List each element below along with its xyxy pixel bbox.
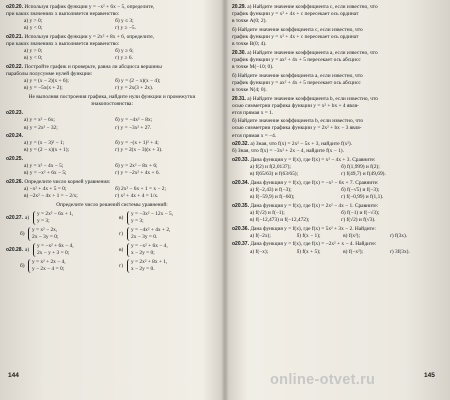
problem-text: график функции y = ax² + 4x + 5 пересекает ось абсцисс (232, 56, 361, 63)
system-problem (6, 243, 218, 273)
problem-line (232, 27, 444, 34)
problem-number: о20.24. (6, 133, 23, 140)
equation: y = −4x² + 4x + 2, (131, 227, 171, 234)
problem-number: о20.28. (6, 246, 23, 253)
system-brace (127, 243, 168, 257)
problem-number: о20.32. (232, 141, 249, 148)
problem-text: б) Найдите значение коэффициента b, если известно, что (232, 118, 364, 125)
problem-text: Дана функция y = f(x), где f(x) = −x² − 6x + 7. Сравните: (250, 179, 379, 186)
problem-text: при каких значениях x выполняется неравенство: (6, 11, 120, 18)
option: б) y ≤ 3; (115, 18, 134, 25)
problem (232, 226, 444, 240)
equation: y − 2x − 4 = 0; (32, 266, 65, 273)
options (6, 117, 218, 131)
equation: y = x² + 2x − 4, (32, 259, 66, 266)
option: в) y < 0; (24, 55, 43, 62)
option: г) y ≥ 6. (115, 55, 133, 62)
problem-text: в точке N(4; 0). (232, 86, 267, 93)
problem-text: б) Зная, что f(x) = −3x² + 2x − 4, найдите f(x − 1). (232, 148, 344, 155)
system-row (6, 211, 218, 225)
problem-number: 20.29. (232, 4, 246, 10)
system-label: г) (119, 230, 124, 237)
problem-line (232, 80, 444, 87)
problem-line (232, 110, 444, 117)
problem-number: о20.26. (6, 178, 23, 185)
option: а) y > 0; (24, 18, 43, 25)
system (119, 227, 218, 241)
problem (232, 180, 444, 201)
option: б) y = (2 − x)(x − 4); (115, 78, 161, 85)
problem-text: б) Найдите значение коэффициента a, если известно, что (232, 72, 363, 79)
problem-line (232, 103, 444, 110)
option: а) y > 0; (24, 48, 43, 55)
problem (232, 141, 444, 155)
problem-text: Используя график функции y = 2x² + 8x + 6, определите, (24, 33, 154, 40)
system-label: г) (119, 262, 124, 269)
problem-number: о20.37. (232, 241, 249, 248)
problem (232, 73, 444, 94)
system-label: в) (119, 246, 124, 253)
problem-line (6, 110, 218, 117)
equation: x − 2y = 0. (131, 266, 155, 273)
option: б) f(−1) и f(−√3); (341, 209, 380, 216)
system-brace (28, 227, 58, 241)
problem (232, 203, 444, 224)
problem-text: б) Найдите значение коэффициента c, если известно, что (232, 26, 363, 33)
problem-line (232, 57, 444, 64)
system-brace (33, 211, 73, 225)
options (6, 18, 218, 32)
problem-text: а) Найдите значение коэффициента b, если известно, что (247, 95, 378, 102)
problem-line (6, 133, 218, 140)
problem-text: ется прямая x = −4. (232, 132, 277, 139)
system-label: б) (20, 230, 25, 237)
options (6, 78, 218, 92)
problem-text: Дана функция y = f(x), где f(x) = x² − 4x + 3. Сравните: (250, 157, 376, 164)
option: г) f(49,7) и f(49,69). (341, 171, 386, 178)
system-row (6, 243, 218, 257)
problem-line (6, 4, 218, 11)
equation: y = −x² + 6x − 4, (36, 243, 74, 250)
right-page-number: 145 (424, 372, 435, 379)
equation: y = x² − 2x, (32, 227, 58, 234)
option: в) y = −5x(x + 2); (24, 85, 63, 92)
system-brace (28, 259, 66, 273)
option: в) y < 0; (24, 25, 43, 32)
problem-line (6, 11, 218, 18)
option: г) f(−0,99) и f(1,1). (341, 194, 384, 201)
right-page (232, 4, 444, 396)
option: а) f(√2) и f(−1); (250, 209, 285, 216)
problem (232, 50, 444, 71)
problem-text: параболы полусумме нулей функции: (6, 71, 93, 78)
problem (232, 96, 444, 117)
problem-text: а) Найдите значение коэффициента a, если известно, что (247, 49, 378, 56)
problem-text: в точке B(0; 4). (232, 41, 267, 48)
problem-line (6, 179, 218, 186)
problem-text: график функции y = x² + 4x + c пересекает ось ординат (232, 11, 359, 18)
option: в) y = (2 − x)(x + 1); (24, 147, 70, 154)
option: б) f(x − 1); (296, 232, 321, 239)
problem-line (232, 141, 444, 148)
problem-text: график функции y = ax² + 4x + 5 пересекает ось абсцисс (232, 79, 361, 86)
system-row (6, 259, 218, 273)
problem-line (232, 180, 444, 187)
options (6, 186, 218, 200)
problem-line (6, 156, 218, 163)
book-gutter (221, 0, 229, 400)
system-problem (6, 211, 218, 241)
problem-number: о20.23. (6, 110, 23, 117)
problem-text: осью симметрии графика функции y = x² + bx + 4 явля- (232, 102, 359, 109)
problem-number: о20.35. (232, 202, 249, 209)
system-label: а) (24, 214, 30, 221)
option: г) f(3x). (389, 232, 408, 239)
problem-line (232, 125, 444, 132)
equation: y = 3; (131, 218, 144, 225)
problem-number: о20.27. (6, 214, 23, 221)
problem (6, 4, 218, 32)
option: а) y = (x − 2)(x + 6); (24, 78, 69, 85)
system-brace (33, 243, 74, 257)
problem-line (232, 18, 444, 25)
option: в) f(−59,9) и f(−60); (250, 194, 295, 201)
system-label: в) (119, 214, 124, 221)
problem (232, 157, 444, 178)
option: б) f(−√5) и f(−3); (341, 187, 380, 193)
problem-text: в точке M(−10; 0). (232, 63, 274, 70)
problem-line (6, 64, 218, 71)
options (6, 140, 218, 154)
problem-line (232, 157, 444, 164)
system (119, 243, 218, 257)
problem-number: о20.21. (6, 33, 23, 40)
options (232, 187, 444, 201)
system-brace (127, 227, 170, 241)
option: а) f(−2,43) и f(−3); (250, 187, 292, 193)
option: в) y = 2x² − 32; (24, 124, 58, 131)
problem-text: при каких значениях x выполняется неравенство: (6, 41, 120, 48)
problem-text: Используя график функции y = −x² + 6x − 5, определите, (24, 4, 155, 10)
problem (6, 133, 218, 154)
option: б) 2x² − 6x + 1 = x − 2; (115, 186, 166, 193)
problem-line (232, 41, 444, 48)
section-heading: Определите число решений системы уравнений: (56, 202, 168, 209)
left-page-number: 144 (8, 372, 19, 379)
problem-number: о20.33. (232, 157, 249, 164)
system-row (6, 227, 218, 241)
problem-number: о20.20. (6, 4, 23, 10)
option: б) y ≥ 6; (115, 48, 134, 55)
problem-line (6, 34, 218, 41)
equation: y = −x² + 6x − 4, (131, 243, 168, 250)
option: г) y ≥ −5. (115, 25, 136, 32)
problem-text: Дана функция y = f(x), где f(x) = −2x² + x − 4. Найдите: (250, 241, 377, 248)
system (20, 227, 119, 241)
system (119, 259, 218, 273)
option: а) f(−x); (250, 248, 269, 255)
problem-line (232, 4, 444, 11)
option: г) 3f(3x). (389, 248, 410, 255)
equation: 2x − y + 3 = 0; (36, 250, 70, 257)
problem-number: о20.22. (6, 63, 23, 70)
problem-line (6, 41, 218, 48)
section-heading: Не выполняя построения графика, найдите нули функции и промежутки знакопостоянства: (28, 94, 196, 108)
problem (6, 64, 218, 92)
option: в) f(−12,473) и f(−12,472); (250, 216, 310, 223)
options (232, 210, 444, 224)
equation: 2x − 3y = 0. (131, 234, 158, 241)
problem (232, 241, 444, 255)
equation: 2x − 3y = 0; (32, 234, 59, 241)
system-label: а) (24, 246, 30, 253)
system (6, 211, 119, 225)
option: г) y = −2x² + 4x + 6. (115, 170, 160, 177)
option: б) y = −4x² − 8x; (115, 117, 153, 124)
problem-text: Дана функция y = f(x), где f(x) = 2x² − 4x − 1. Сравните: (250, 202, 379, 209)
problem-line (232, 64, 444, 71)
problem-number: 20.31. (232, 95, 246, 102)
system (119, 211, 218, 225)
problem-text: ется прямая x = 1. (232, 109, 274, 116)
problem (6, 34, 218, 62)
option: а) −x² + 4x + 5 = 0; (24, 186, 67, 193)
watermark: online-otvet.ru (270, 372, 376, 388)
problem-number: о20.25. (6, 156, 23, 163)
problem-line (232, 133, 444, 140)
problem-line (232, 96, 444, 103)
problem-line (232, 203, 444, 210)
problem-text: а) Зная, что f(x) = 2x² − 5x + 3, найдите f(x²). (250, 141, 353, 148)
system-label: б) (20, 262, 25, 269)
option: г) y = −3x² + 27. (115, 124, 152, 131)
problem-text: осью симметрии графика функции y = 2x² + bx − 3 явля- (232, 125, 362, 132)
problem-text: Определите число корней уравнения: (24, 178, 111, 185)
option: г) y = 2x(3 + 2x). (115, 85, 154, 92)
system-brace (127, 211, 173, 225)
option: б) y = 2x² − 8x + 6; (115, 163, 158, 170)
left-page (6, 4, 218, 396)
problem-line (232, 87, 444, 94)
equation: x − 2y = 0; (131, 250, 155, 257)
equation: y = 2x² − 6x + 1, (36, 211, 74, 218)
problem-text: в точке A(0; 2). (232, 18, 267, 25)
problem-line (232, 50, 444, 57)
problem (232, 4, 444, 25)
equation: y = −3x² − 12x − 5, (131, 211, 174, 218)
option: а) y = x² − 6x; (24, 117, 55, 124)
options (232, 249, 444, 256)
system (6, 243, 119, 257)
problem (6, 110, 218, 131)
option: в) −2x² − 4x + 1 = − 2/x; (24, 193, 78, 200)
options (6, 48, 218, 62)
option: г) y = 2(x − 3)(x + 3). (115, 147, 163, 154)
option: б) f(1,999) и f(2); (341, 164, 380, 171)
problem-line (232, 73, 444, 80)
option: в) y = −x² + 6x − 5; (24, 170, 67, 177)
problem-text: Дана функция y = f(x), где f(x) = 5x² + 3x − 2. Найдите: (250, 225, 376, 232)
problem (6, 179, 218, 200)
option: в) f(x²); (343, 232, 360, 239)
problem-text: а) Найдите значение коэффициента c, если известно, что (247, 4, 378, 10)
option: а) f(2) и f(2,0137); (250, 164, 291, 171)
option: а) y = (x − 3)² − 1; (24, 140, 65, 147)
option: б) y = −(x + 1)² + 4; (115, 140, 159, 147)
problem (6, 156, 218, 177)
equation: y = 3; (36, 218, 50, 225)
option: а) f(−2x); (250, 232, 271, 239)
options (232, 164, 444, 178)
problem-line (232, 148, 444, 155)
problem-text: график функции y = x² + 4x + c пересекает ось ординат (232, 33, 359, 40)
system-brace (127, 259, 167, 273)
option: б) f(x + 5); (296, 248, 321, 255)
equation: y = 2x² + 8x + 1, (131, 259, 168, 266)
problem (232, 118, 444, 139)
problem (232, 27, 444, 48)
problem-line (232, 11, 444, 18)
system (20, 259, 119, 273)
problem-line (232, 226, 444, 233)
problem-text: Постройте график и проверьте, равна ли абсцисса вершины (24, 63, 162, 70)
option: в) f(65/63) и f(63/65); (250, 171, 299, 178)
problem-line (232, 34, 444, 41)
option: в) f(−x²); (343, 248, 364, 255)
options (232, 233, 444, 240)
problem-number: 20.30. (232, 49, 246, 56)
problem-line (6, 71, 218, 78)
problem-line (232, 118, 444, 125)
options (6, 163, 218, 177)
option: г) f(√2) и f(√3). (341, 216, 376, 223)
problem-number: о20.34. (232, 179, 249, 186)
problem-number: о20.36. (232, 225, 249, 232)
option: г) x² + 4x + 4 = 1/x. (115, 193, 159, 200)
option: а) y = x² − 4x − 5; (24, 163, 64, 170)
problem-line (232, 241, 444, 248)
